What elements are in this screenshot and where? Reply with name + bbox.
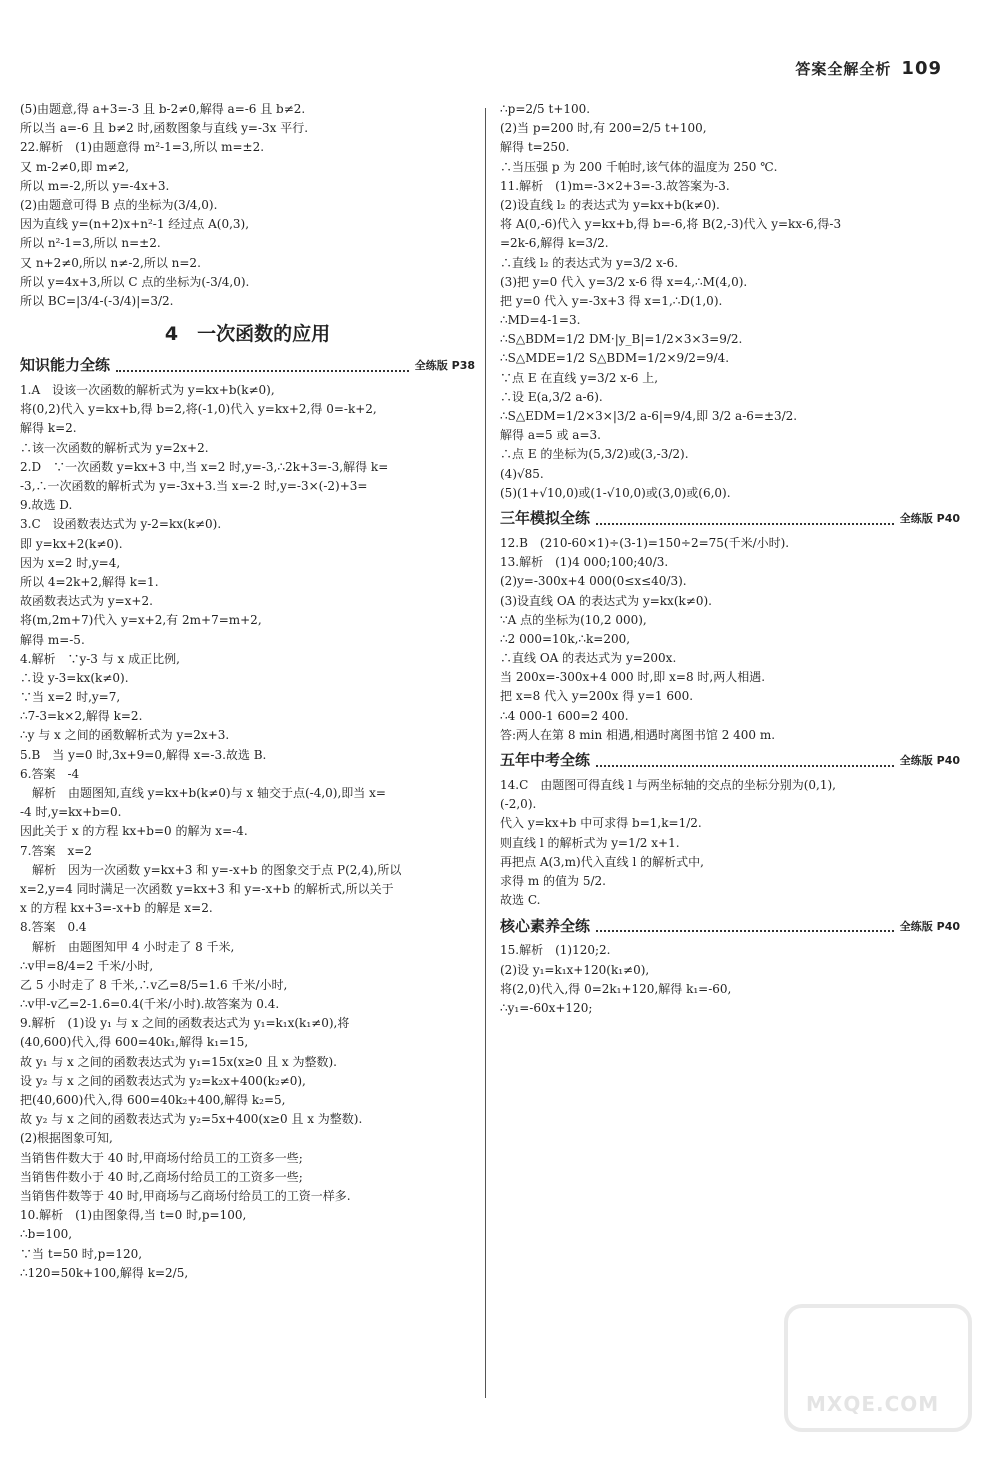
text-line: 解得 m=-5. [20, 632, 85, 647]
text-line: 5.B 当 y=0 时,3x+9=0,解得 x=-3.故选 B. [20, 747, 267, 762]
text-line: ∴y 与 x 之间的函数解析式为 y=2x+3. [20, 728, 230, 743]
text-line: 9.故选 D. [20, 498, 73, 513]
dot-leader [596, 513, 894, 525]
text-line: ∴b=100, [20, 1227, 73, 1242]
text-line: ∴点 E 的坐标为(5,3/2)或(3,-3/2). [500, 447, 689, 462]
text-line: 22.解析 (1)由题意得 m²-1=3,所以 m=±2. [20, 140, 265, 155]
watermark-logo [784, 1304, 972, 1432]
section-page-ref: 全练版 P40 [899, 754, 960, 768]
section-heading [500, 748, 960, 774]
text-line: 14.C 由题图可得直线 l 与两坐标轴的交点的坐标分别为(0,1), [500, 778, 836, 792]
text-line: 乙 5 小时走了 8 千米,∴v乙=8/5=1.6 千米/小时, [20, 977, 288, 992]
text-line: ∴S△BDM=1/2 DM·|y_B|=1/2×3×3=9/2. [500, 332, 743, 347]
page-header [795, 58, 942, 79]
text-line: 设 y₂ 与 x 之间的函数表达式为 y₂=k₂x+400(k₂≠0), [20, 1073, 306, 1088]
text-line: 解析 由题图知甲 4 小时走了 8 千米, [20, 939, 235, 954]
text-line: (3)设直线 OA 的表达式为 y=kx(k≠0). [500, 593, 712, 608]
text-line: (5)由题意,得 a+3=-3 且 b-2≠0,解得 a=-6 且 b≠2. [20, 102, 306, 116]
section-page-ref: 全练版 P40 [899, 919, 960, 933]
text-line: ∴当压强 p 为 200 千帕时,该气体的温度为 250 ℃. [500, 159, 778, 174]
text-line: 故函数表达式为 y=x+2. [20, 594, 153, 609]
text-line: 将 A(0,-6)代入 y=kx+b,得 b=-6,将 B(2,-3)代入 y=kx-6,得-3 [500, 217, 842, 232]
text-line: ∴MD=4-1=3. [500, 313, 581, 328]
chapter-title: 4 一次函数的应用 [164, 323, 331, 346]
text-line: ∴7-3=k×2,解得 k=2. [20, 709, 143, 724]
text-line: 10.解析 (1)由图象得,当 t=0 时,p=100, [20, 1208, 247, 1223]
text-line: 15.解析 (1)120;2. [500, 943, 611, 958]
text-line: ∴设 y-3=kx(k≠0). [20, 670, 129, 685]
text-line: 则直线 l 的解析式为 y=1/2 x+1. [500, 835, 680, 850]
text-line: ∴4 000-1 600=2 400. [500, 708, 629, 723]
text-line: ∴设 E(a,3/2 a-6). [500, 389, 603, 404]
right-column [500, 100, 960, 1018]
text-line: 解得 a=5 或 a=3. [500, 428, 601, 443]
text-line: -4 时,y=kx+b=0. [20, 805, 122, 820]
text-line: 所以 n²-1=3,所以 n=±2. [20, 236, 161, 251]
text-line: x 的方程 kx+3=-x+b 的解是 x=2. [20, 901, 213, 916]
text-line: 当销售件数小于 40 时,乙商场付给员工的工资多一些; [20, 1169, 303, 1184]
text-line: 求得 m 的值为 5/2. [500, 873, 606, 888]
text-line: ∴2 000=10k,∴k=200, [500, 631, 631, 646]
text-line: (2)设 y₁=k₁x+120(k₁≠0), [500, 962, 650, 977]
text-line: 解析 因为一次函数 y=kx+3 和 y=-x+b 的图象交于点 P(2,4),所以 [20, 862, 402, 877]
text-line: 所以 m=-2,所以 y=-4x+3. [20, 178, 170, 193]
text-line: 解得 t=250. [500, 140, 570, 155]
section-page-ref: 全练版 P40 [899, 512, 960, 526]
text-line: ∵当 x=2 时,y=7, [20, 690, 121, 705]
section-title: 知识能力全练 [20, 356, 111, 375]
text-line: ∴直线 l₂ 的表达式为 y=3/2 x-6. [500, 255, 679, 270]
text-line: 因此关于 x 的方程 kx+b=0 的解为 x=-4. [20, 824, 248, 839]
text-line: 所以当 a=-6 且 b≠2 时,函数图象与直线 y=-3x 平行. [20, 121, 309, 136]
text-line: (2)根据图象可知, [20, 1131, 113, 1146]
text-line: ∴v甲=8/4=2 千米/小时, [20, 958, 154, 973]
text-line: 故 y₁ 与 x 之间的函数表达式为 y₁=15x(x≥0 且 x 为整数). [20, 1054, 337, 1069]
text-line: (3)把 y=0 代入 y=3/2 x-6 得 x=4,∴M(4,0). [500, 274, 748, 289]
text-line: (-2,0). [500, 797, 537, 812]
text-line: =2k-6,解得 k=3/2. [500, 236, 609, 251]
section-heading [500, 506, 960, 532]
text-line: ∴v甲-v乙=2-1.6=0.4(千米/小时).故答案为 0.4. [20, 997, 280, 1012]
left-column [20, 100, 475, 1283]
text-line: (2)当 p=200 时,有 200=2/5 t+100, [500, 121, 707, 136]
text-line: ∴p=2/5 t+100. [500, 102, 591, 116]
section-title: 五年中考全练 [500, 751, 591, 770]
text-line: 又 n+2≠0,所以 n≠-2,所以 n=2. [20, 255, 201, 270]
text-line: 所以 y=4x+3,所以 C 点的坐标为(-3/4,0). [20, 274, 250, 289]
dot-leader [596, 755, 894, 767]
text-line: 4.解析 ∵y-3 与 x 成正比例, [20, 651, 180, 666]
text-line: 再把点 A(3,m)代入直线 l 的解析式中, [500, 854, 704, 869]
text-line: (2)设直线 l₂ 的表达式为 y=kx+b(k≠0). [500, 197, 720, 212]
text-line: 当销售件数等于 40 时,甲商场与乙商场付给员工的工资一样多. [20, 1188, 351, 1203]
text-line: ∴该一次函数的解析式为 y=2x+2. [20, 440, 209, 455]
text-line: (2)由题意可得 B 点的坐标为(3/4,0). [20, 197, 218, 212]
text-line: 3.C 设函数表达式为 y-2=kx(k≠0). [20, 517, 222, 532]
text-line: 6.答案 -4 [20, 766, 80, 781]
section-page-ref: 全练版 P38 [414, 359, 475, 373]
text-line: ∴y₁=-60x+120; [500, 1000, 593, 1015]
text-line: 解得 k=2. [20, 421, 77, 436]
header-title: 答案全解全析 [795, 60, 892, 78]
text-line: 13.解析 (1)4 000;100;40/3. [500, 555, 669, 570]
text-line: ∴直线 OA 的表达式为 y=200x. [500, 651, 677, 666]
column-divider [485, 108, 486, 1398]
section-heading [500, 913, 960, 939]
text-line: 8.答案 0.4 [20, 920, 87, 935]
page-number: 109 [901, 58, 942, 79]
text-line: 答:两人在第 8 min 相遇,相遇时离图书馆 2 400 m. [500, 727, 776, 742]
text-line: ∵点 E 在直线 y=3/2 x-6 上, [500, 370, 659, 385]
text-line: (5)(1+√10,0)或(1-√10,0)或(3,0)或(6,0). [500, 485, 731, 500]
text-line: 11.解析 (1)m=-3×2+3=-3.故答案为-3. [500, 178, 730, 193]
text-line: 故 y₂ 与 x 之间的函数表达式为 y₂=5x+400(x≥0 且 x 为整数). [20, 1112, 363, 1127]
text-line: ∴S△MDE=1/2 S△BDM=1/2×9/2=9/4. [500, 351, 730, 366]
text-line: ∵当 t=50 时,p=120, [20, 1246, 143, 1261]
text-line: 把 y=0 代入 y=-3x+3 得 x=1,∴D(1,0). [500, 293, 723, 308]
text-line: 2.D ∵一次函数 y=kx+3 中,当 x=2 时,y=-3,∴2k+3=-3,解得 k= [20, 459, 389, 474]
text-line: 因为 x=2 时,y=4, [20, 555, 121, 570]
text-line: 把(40,600)代入,得 600=40k₂+400,解得 k₂=5, [20, 1093, 286, 1107]
dot-leader [116, 360, 409, 372]
text-line: 12.B (210-60×1)÷(3-1)=150÷2=75(千米/小时). [500, 535, 790, 550]
text-line: ∴S△EDM=1/2×3×|3/2 a-6|=9/4,即 3/2 a-6=±3/2. [500, 409, 798, 423]
text-line: 解析 由题图知,直线 y=kx+b(k≠0)与 x 轴交于点(-4,0),即当 x= [20, 786, 386, 800]
text-line: 9.解析 (1)设 y₁ 与 x 之间的函数表达式为 y₁=k₁x(k₁≠0),将 [20, 1016, 350, 1031]
text-line: (2)y=-300x+4 000(0≤x≤40/3). [500, 574, 687, 589]
text-line: 代入 y=kx+b 中可求得 b=1,k=1/2. [500, 816, 702, 831]
text-line: -3,∴一次函数的解析式为 y=-3x+3.当 x=-2 时,y=-3×(-2)+3= [20, 479, 368, 493]
text-line: 将(0,2)代入 y=kx+b,得 b=2,将(-1,0)代入 y=kx+2,得 0=-k+2, [20, 402, 377, 417]
text-line: 所以 4=2k+2,解得 k=1. [20, 574, 159, 589]
text-line: 故选 C. [500, 893, 541, 908]
text-line: 将(2,0)代入,得 0=2k₁+120,解得 k₁=-60, [500, 981, 732, 996]
section-heading [20, 353, 475, 379]
section-title: 三年模拟全练 [500, 509, 591, 528]
text-line: 1.A 设该一次函数的解析式为 y=kx+b(k≠0), [20, 383, 275, 398]
text-line: 又 m-2≠0,即 m≠2, [20, 159, 130, 174]
text-line: 将(m,2m+7)代入 y=x+2,有 2m+7=m+2, [20, 613, 262, 628]
section-title: 核心素养全练 [500, 916, 591, 935]
watermark-text: MXQE.COM [806, 1392, 940, 1416]
text-line: (4)√85. [500, 466, 544, 481]
text-line: 因为直线 y=(n+2)x+n²-1 经过点 A(0,3), [20, 217, 250, 232]
text-line: (40,600)代入,得 600=40k₁,解得 k₁=15, [20, 1035, 249, 1050]
text-line: 当 200x=-300x+4 000 时,即 x=8 时,两人相遇. [500, 670, 766, 685]
dot-leader [596, 920, 894, 932]
text-line: ∵A 点的坐标为(10,2 000), [500, 612, 647, 627]
text-line: ∴120=50k+100,解得 k=2/5, [20, 1265, 189, 1280]
text-line: 当销售件数大于 40 时,甲商场付给员工的工资多一些; [20, 1150, 303, 1165]
text-line: 即 y=kx+2(k≠0). [20, 536, 123, 551]
text-line: 7.答案 x=2 [20, 843, 92, 858]
text-line: 把 x=8 代入 y=200x 得 y=1 600. [500, 689, 694, 704]
text-line: x=2,y=4 同时满足一次函数 y=kx+3 和 y=-x+b 的解析式,所以关于 [20, 881, 394, 896]
text-line: 所以 BC=|3/4-(-3/4)|=3/2. [20, 293, 174, 308]
